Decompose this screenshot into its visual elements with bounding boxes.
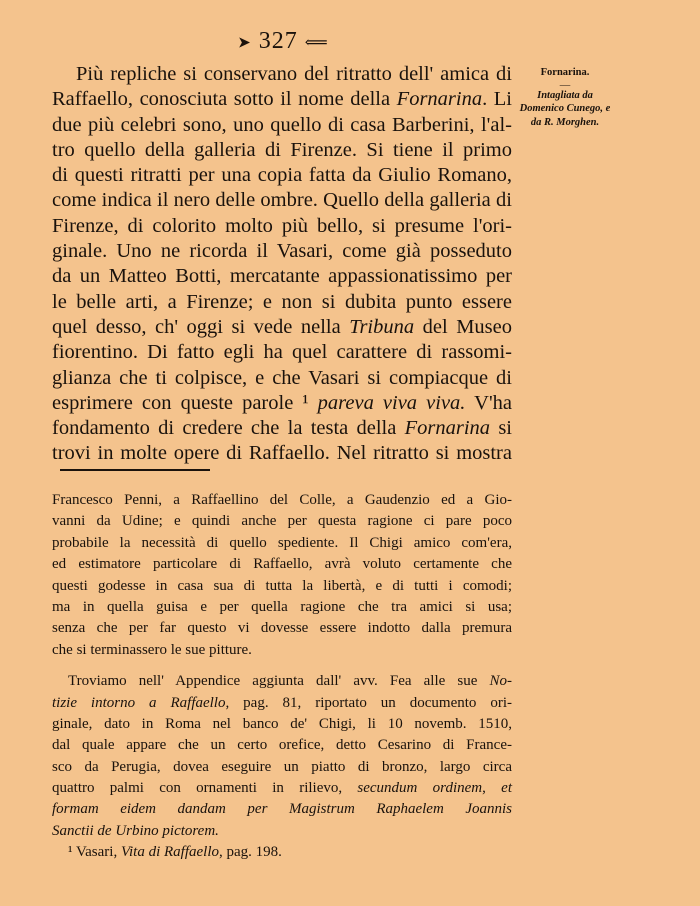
text-run: ed estimatore particolare di Raffaello, avrà voluto certamente che <box>52 556 512 573</box>
text-line <box>52 113 512 138</box>
left-ornament-icon: ➤ <box>237 34 252 52</box>
footnote-line <box>52 778 512 799</box>
text-line <box>52 441 512 466</box>
text-line <box>52 87 512 112</box>
text-run: sco da Perugia, dovea eseguire un piatto di bronzo, largo circa <box>52 758 512 775</box>
text-run: ginale, dato in Roma nel banco de' Chigi, li 10 novemb. 1510, <box>52 715 512 732</box>
text-run: quel desso, ch' oggi si vede nella <box>52 315 350 338</box>
text-line <box>52 214 512 239</box>
text-run: le belle arti, a Firenze; e non si dubita punto essere <box>52 290 512 313</box>
text-run: glianza che ti colpisce, e che Vasari si compiacque di <box>52 366 512 389</box>
text-run: si <box>490 417 512 440</box>
paragraph-gap <box>52 661 512 671</box>
italic-text: Vita di Raffaello <box>120 844 220 861</box>
italic-text: Fornarina <box>404 417 491 440</box>
footnote-line <box>52 757 512 778</box>
text-line <box>52 138 512 163</box>
page-number: 327 <box>258 28 298 54</box>
footnote-line <box>52 554 512 575</box>
text-run: probabile la necessità di quello spediente. Il Chigi amico com'era, <box>52 534 512 551</box>
text-run: da un Matteo Botti, mercatante appassionatissimo per <box>52 265 512 288</box>
italic-text: Tribuna <box>349 315 415 338</box>
footnotes <box>52 490 512 864</box>
footnote-line <box>52 735 512 756</box>
footnote-line <box>52 799 512 820</box>
text-run: due più celebri sono, uno quello di casa Barberini, l'al- <box>52 113 512 136</box>
text-run: fondamento di credere che la testa della <box>52 417 405 440</box>
text-run: ginale. Uno ne ricorda il Vasari, come già posseduto <box>52 240 512 263</box>
text-run: trovi in molte opere di Raffaello. Nel ritratto si mostra <box>52 442 512 465</box>
text-run: quattro palmi con ornamenti in rilievo, <box>52 780 358 797</box>
footnote-line <box>52 490 512 511</box>
text-run: Troviamo nell' Appendice aggiunta dall' avv. Fea alle sue <box>68 673 490 690</box>
footnote-line <box>52 618 512 639</box>
margin-note-body: Intagliata da Domenico Cunego, e da R. Morghen. <box>519 89 611 128</box>
text-run: senza che per far questo vi dovesse essere indotto dalla premura <box>52 620 512 637</box>
text-line <box>52 188 512 213</box>
text-run: Firenze, di colorito molto più bello, si presume l'ori- <box>52 214 512 237</box>
text-line <box>52 163 512 188</box>
margin-note-heading: Fornarina. <box>540 67 590 78</box>
footnote-separator <box>60 469 210 471</box>
text-run: . Li <box>482 88 513 111</box>
text-run: che si terminassero le sue pitture. <box>52 641 252 658</box>
text-run: tro quello della galleria di Firenze. Si tiene il primo <box>52 138 512 161</box>
footnote-line <box>52 576 512 597</box>
text-line <box>52 391 512 416</box>
text-line <box>52 366 512 391</box>
italic-text: et <box>501 780 512 797</box>
text-run: Raffaello, conosciuta sotto il nome della <box>52 88 397 111</box>
text-line <box>52 264 512 289</box>
text-run: di questi ritratti per una copia fatta da Giulio Romano, <box>52 164 512 187</box>
text-run: , pag. 81, riportato un documento ori- <box>225 694 512 711</box>
text-run: Più repliche si conservano del ritratto dell' amica di <box>76 63 512 85</box>
right-ornament-icon: ⟸ <box>304 34 329 52</box>
italic-text: No- <box>489 673 512 690</box>
text-run: fiorentino. Di fatto egli ha quel carattere di rassomi- <box>52 341 512 364</box>
text-run: vanni da Udine; e quindi anche per questa ragione ci pare poco <box>52 513 512 530</box>
footnote-line <box>52 511 512 532</box>
text-line <box>52 290 512 315</box>
footnote-line <box>52 693 512 714</box>
margin-note <box>519 66 611 129</box>
footnote-line <box>52 821 512 842</box>
text-line <box>52 340 512 365</box>
text-run: ¹ Vasari, <box>68 844 121 861</box>
text-run: esprimere con queste parole ¹ <box>52 391 318 414</box>
text-run: ma in quella guisa e per quella ragione che tra amici si usa; <box>52 598 512 615</box>
page-header <box>228 28 338 55</box>
text-run: V'ha <box>465 391 513 414</box>
footnote-line <box>52 640 512 661</box>
text-run: del Museo <box>414 315 512 338</box>
margin-note-dash: — <box>559 79 571 91</box>
footnote-line <box>52 671 512 692</box>
footnote-line <box>52 597 512 618</box>
italic-text: pareva viva viva. <box>317 391 466 414</box>
text-run: dal quale appare che un certo orefice, detto Cesarino di France- <box>52 737 512 754</box>
italic-text: Fornarina <box>396 88 483 111</box>
text-run: , <box>482 780 502 797</box>
italic-text: tizie intorno a Raffaello <box>52 694 226 711</box>
footnote-line <box>52 533 512 554</box>
text-run: questi godesse in casa sua di tutta la libertà, e di tutti i comodi; <box>52 577 512 594</box>
main-text <box>52 62 512 467</box>
footnote-line <box>52 842 512 863</box>
italic-text: Sanctii de Urbino pictorem. <box>52 822 219 839</box>
italic-text: secundum ordinem <box>357 780 483 797</box>
text-run: come indica il nero delle ombre. Quello della galleria di <box>52 189 512 212</box>
text-run: , pag. 198. <box>219 844 282 861</box>
text-run: Francesco Penni, a Raffaellino del Colle, a Gaudenzio ed a Gio- <box>52 492 512 508</box>
text-line <box>52 239 512 264</box>
text-line <box>52 416 512 441</box>
text-line <box>52 62 512 87</box>
footnote-line <box>52 714 512 735</box>
text-line <box>52 315 512 340</box>
italic-text: formam eidem dandam per Magistrum Raphaelem Joannis <box>52 801 512 818</box>
